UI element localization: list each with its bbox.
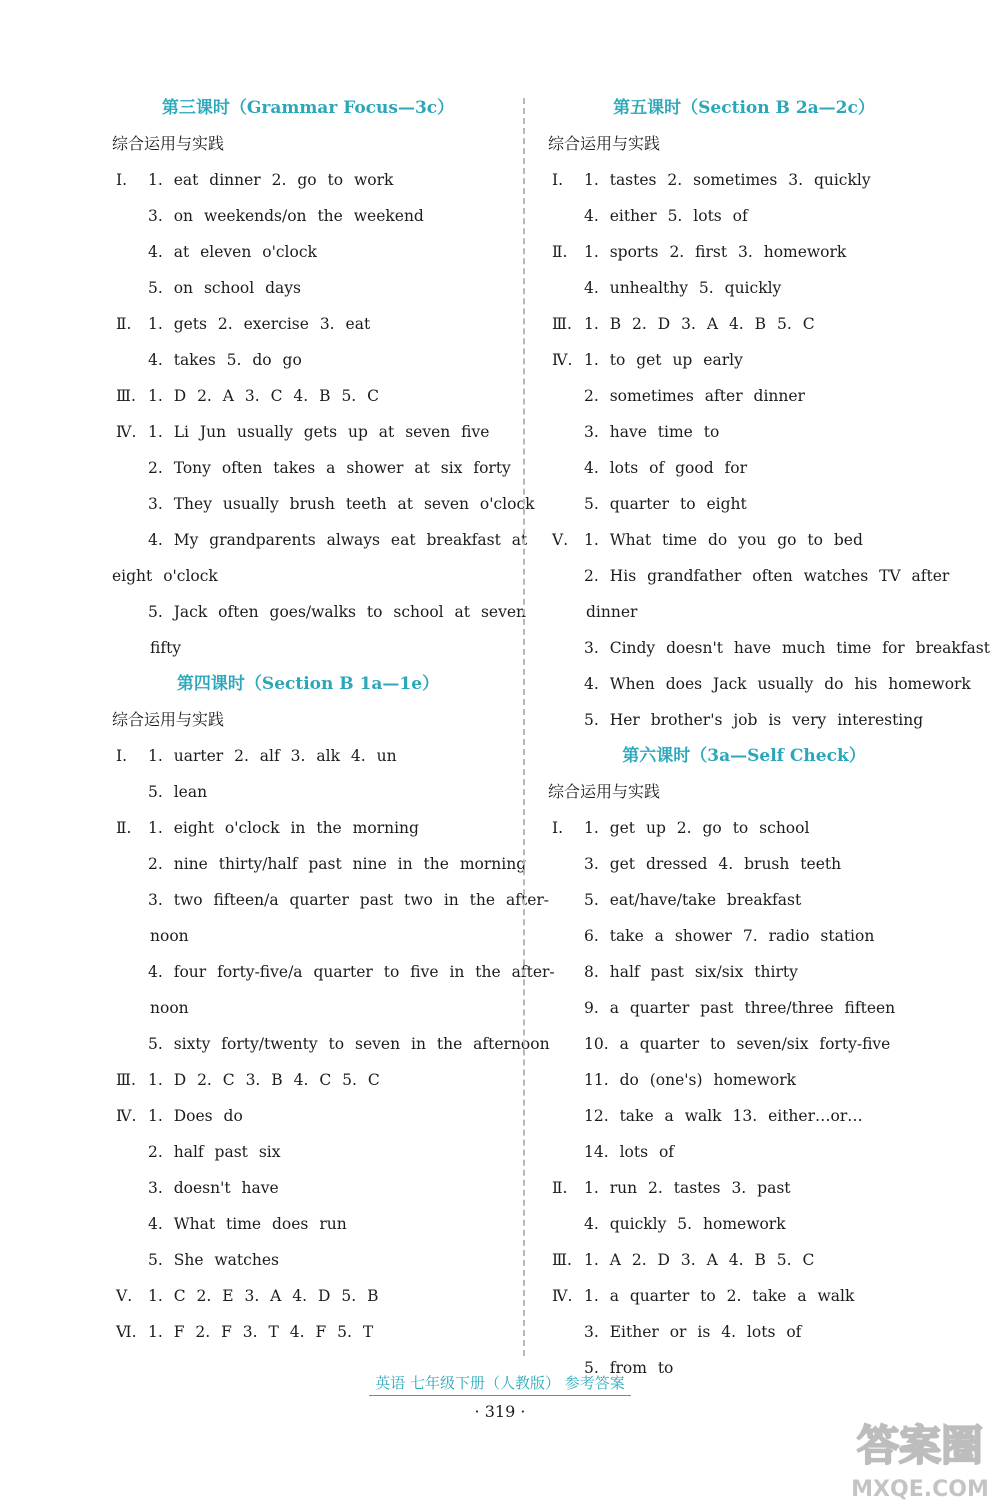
section-heading: 第四课时（Section B 1a—1e） — [176, 674, 440, 694]
answer-text: 3. doesn't have — [148, 1179, 279, 1197]
answer-text: 1. C 2. E 3. A 4. D 5. B — [148, 1287, 379, 1305]
answer-text: 1. gets 2. exercise 3. eat — [148, 315, 371, 333]
watermark-top-text: 答案圈 — [856, 1421, 984, 1470]
answer-text: 1. B 2. D 3. A 4. B 5. C — [584, 315, 815, 333]
answer-text: 4. takes 5. do go — [148, 351, 302, 369]
section-heading: 第五课时（Section B 2a—2c） — [613, 98, 875, 118]
roman-numeral: Ⅴ. — [552, 531, 569, 549]
answer-text: 5. She watches — [148, 1251, 279, 1269]
answer-line — [548, 1314, 940, 1350]
watermark-bottom-text: MXQE.COM — [851, 1477, 989, 1502]
answer-text: 1. What time do you go to bed — [584, 531, 863, 549]
answer-line — [548, 1026, 940, 1062]
answer-text: 1. eight o'clock in the morning — [148, 819, 419, 837]
answer-text: 1. Does do — [148, 1107, 243, 1125]
roman-numeral: Ⅵ. — [116, 1323, 137, 1341]
roman-numeral: Ⅴ. — [116, 1287, 133, 1305]
answer-text: 5. from to — [584, 1359, 674, 1377]
answer-text: 3. on weekends/on the weekend — [148, 207, 424, 225]
answer-text: 2. sometimes after dinner — [584, 387, 805, 405]
answer-text: 4. When does Jack usually do his homework — [584, 675, 971, 693]
roman-numeral: Ⅰ. — [116, 171, 128, 189]
answer-line — [112, 1242, 504, 1278]
answer-text: 4. unhealthy 5. quickly — [584, 279, 782, 297]
answer-text: 10. a quarter to seven/six forty-five — [584, 1035, 891, 1053]
answer-text: eight o'clock — [112, 567, 218, 585]
answer-line — [548, 486, 940, 522]
answer-line — [548, 1098, 940, 1134]
answer-text: 12. take a walk 13. either…or… — [584, 1107, 863, 1125]
answer-line — [112, 810, 504, 846]
answer-text: 5. lean — [148, 783, 208, 801]
answer-line — [112, 450, 511, 486]
answer-text: 4. lots of good for — [584, 459, 748, 477]
answer-line — [112, 846, 527, 882]
answer-line — [548, 234, 940, 270]
answer-line — [548, 594, 940, 630]
roman-numeral: Ⅱ. — [116, 819, 132, 837]
answer-line — [112, 414, 504, 450]
roman-numeral: Ⅱ. — [116, 315, 132, 333]
answer-line — [548, 702, 940, 738]
roman-numeral: Ⅳ. — [116, 1107, 137, 1125]
answer-line — [548, 1170, 940, 1206]
answer-text: 4. quickly 5. homework — [584, 1215, 786, 1233]
answer-text: 5. quarter to eight — [584, 495, 747, 513]
answer-line — [112, 630, 504, 666]
footer — [0, 1372, 1000, 1396]
page-number: · 319 · — [474, 1402, 526, 1421]
answer-line — [548, 270, 940, 306]
answer-text: 9. a quarter past three/three fifteen — [584, 999, 896, 1017]
answer-text: 1. to get up early — [584, 351, 743, 369]
answer-text: 1. A 2. D 3. A 4. B 5. C — [584, 1251, 815, 1269]
answer-text: 2. nine thirty/half past nine in the morning — [148, 855, 527, 873]
roman-numeral: Ⅲ. — [116, 387, 136, 405]
answer-text: 5. Her brother's job is very interesting — [584, 711, 924, 729]
answer-line — [548, 1062, 940, 1098]
answer-text: 3. Cindy doesn't have much time for breakfast — [584, 639, 990, 657]
roman-numeral: Ⅳ. — [116, 423, 137, 441]
answer-line — [548, 846, 940, 882]
answer-line — [548, 414, 940, 450]
answer-line — [112, 882, 550, 918]
answer-text: 1. sports 2. first 3. homework — [584, 243, 847, 261]
answer-text: 1. uarter 2. alf 3. alk 4. un — [148, 747, 397, 765]
answer-text: 5. eat/have/take breakfast — [584, 891, 802, 909]
answer-line — [548, 1206, 940, 1242]
roman-numeral: Ⅱ. — [552, 1179, 568, 1197]
left-column — [112, 90, 555, 1350]
roman-numeral: Ⅳ. — [552, 1287, 573, 1305]
answer-line — [548, 450, 940, 486]
answer-line — [112, 1098, 504, 1134]
answer-line — [112, 918, 504, 954]
answer-text: noon — [150, 999, 189, 1017]
section-subheading: 综合运用与实践 — [548, 134, 661, 153]
answer-line — [112, 378, 504, 414]
answer-text: 8. half past six/six thirty — [584, 963, 798, 981]
answer-text: 4. at eleven o'clock — [148, 243, 317, 261]
roman-numeral: Ⅲ. — [116, 1071, 136, 1089]
column-divider — [523, 98, 525, 1356]
answer-line — [112, 270, 504, 306]
answer-line — [548, 378, 940, 414]
answer-text: 1. D 2. A 3. C 4. B 5. C — [148, 387, 380, 405]
answer-text: 5. sixty forty/twenty to seven in the afternoon — [148, 1035, 550, 1053]
answer-text: 1. Li Jun usually gets up at seven five — [148, 423, 490, 441]
answer-line — [112, 558, 504, 594]
answer-line — [112, 738, 504, 774]
answer-text: 3. Either or is 4. lots of — [584, 1323, 802, 1341]
answer-text: 3. get dressed 4. brush teeth — [584, 855, 842, 873]
answer-text: 4. either 5. lots of — [584, 207, 748, 225]
answer-line — [112, 1206, 504, 1242]
answer-line — [548, 522, 940, 558]
answer-text: 6. take a shower 7. radio station — [584, 927, 875, 945]
answer-text: dinner — [586, 603, 638, 621]
answer-line — [548, 990, 940, 1026]
answer-text: noon — [150, 927, 189, 945]
answer-text: fifty — [150, 639, 182, 657]
answer-line — [548, 162, 940, 198]
footer-title: 英语 七年级下册（人教版） 参考答案 — [369, 1372, 631, 1396]
answer-line — [548, 666, 971, 702]
answer-text: 2. His grandfather often watches TV after — [584, 567, 950, 585]
roman-numeral: Ⅰ. — [552, 819, 564, 837]
answer-text: 5. Jack often goes/walks to school at seven — [148, 603, 526, 621]
answer-text: 4. What time does run — [148, 1215, 347, 1233]
answer-text: 1. F 2. F 3. T 4. F 5. T — [148, 1323, 374, 1341]
section-heading: 第三课时（Grammar Focus—3c） — [161, 98, 455, 118]
answer-line — [112, 306, 504, 342]
answer-text: 11. do (one's) homework — [584, 1071, 797, 1089]
answer-text: 3. have time to — [584, 423, 720, 441]
answer-text: 4. four forty-five/a quarter to five in the after- — [148, 963, 555, 981]
answer-line — [112, 234, 504, 270]
answer-text: 14. lots of — [584, 1143, 675, 1161]
answer-line — [112, 342, 504, 378]
answer-line — [548, 882, 940, 918]
answer-line — [112, 486, 535, 522]
answer-text: 2. half past six — [148, 1143, 281, 1161]
roman-numeral: Ⅰ. — [116, 747, 128, 765]
answer-line — [548, 954, 940, 990]
answer-line — [548, 630, 990, 666]
answer-line — [548, 342, 940, 378]
answer-line — [112, 1170, 504, 1206]
answer-text: 3. They usually brush teeth at seven o'clock — [148, 495, 535, 513]
answer-line — [112, 990, 504, 1026]
answer-line — [112, 774, 504, 810]
watermark-logo — [845, 1408, 995, 1503]
roman-numeral: Ⅲ. — [552, 1251, 572, 1269]
answer-line — [548, 306, 940, 342]
answer-line — [112, 162, 504, 198]
answer-text: 1. run 2. tastes 3. past — [584, 1179, 791, 1197]
answer-line — [112, 1134, 504, 1170]
roman-numeral: Ⅰ. — [552, 171, 564, 189]
answer-text: 1. tastes 2. sometimes 3. quickly — [584, 171, 871, 189]
answer-text: 1. D 2. C 3. B 4. C 5. C — [148, 1071, 380, 1089]
answer-line — [112, 1278, 504, 1314]
section-subheading: 综合运用与实践 — [548, 782, 661, 801]
section-subheading: 综合运用与实践 — [112, 710, 225, 729]
answer-line — [112, 594, 526, 630]
answer-line — [112, 198, 504, 234]
section-heading: 第六课时（3a—Self Check） — [622, 746, 866, 766]
right-column — [548, 90, 990, 1386]
section-subheading: 综合运用与实践 — [112, 134, 225, 153]
roman-numeral: Ⅱ. — [552, 243, 568, 261]
roman-numeral: Ⅳ. — [552, 351, 573, 369]
answer-line — [112, 522, 528, 558]
answer-line — [548, 918, 940, 954]
answer-line — [548, 810, 940, 846]
answer-line — [548, 1278, 940, 1314]
answer-line — [548, 1242, 940, 1278]
answer-text: 4. My grandparents always eat breakfast at — [148, 531, 528, 549]
answer-text: 1. eat dinner 2. go to work — [148, 171, 394, 189]
answer-text: 2. Tony often takes a shower at six forty — [148, 459, 511, 477]
answer-line — [112, 1062, 504, 1098]
answer-line — [548, 198, 940, 234]
answer-line — [112, 1314, 504, 1350]
answer-line — [548, 558, 950, 594]
answer-text: 1. get up 2. go to school — [584, 819, 810, 837]
answer-text: 1. a quarter to 2. take a walk — [584, 1287, 855, 1305]
answer-text: 5. on school days — [148, 279, 301, 297]
answer-text: 3. two fifteen/a quarter past two in the after- — [148, 891, 550, 909]
answer-line — [548, 1134, 940, 1170]
answer-line — [112, 1026, 550, 1062]
roman-numeral: Ⅲ. — [552, 315, 572, 333]
answer-line — [112, 954, 555, 990]
